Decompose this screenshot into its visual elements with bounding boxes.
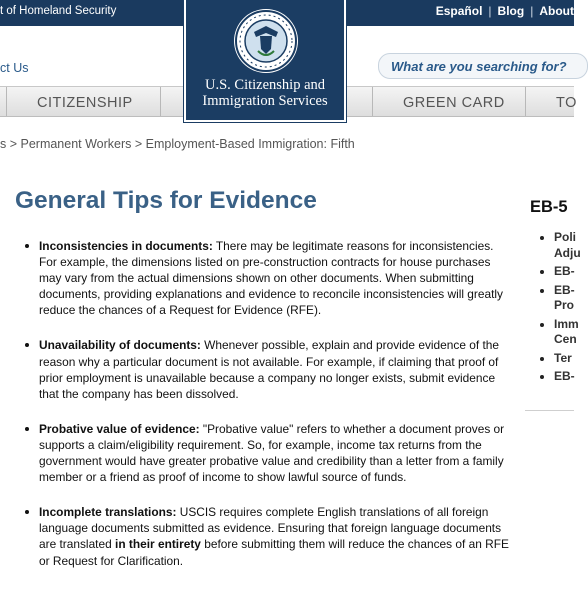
sidebar-divider [525, 410, 574, 411]
sidebar-link-line1: Ter [554, 350, 572, 365]
tip-heading: Incomplete translations: [39, 505, 177, 520]
agency-name-line1: U.S. Citizenship and [204, 77, 326, 93]
agency-name-line2: Immigration Services [202, 93, 328, 109]
sidebar-link-line2: Pro [554, 298, 575, 312]
sidebar-link-line1: Imm [554, 316, 579, 331]
department-link[interactable]: t of Homeland Security [0, 5, 117, 17]
sidebar-link-line2: Cen [554, 332, 577, 346]
sidebar-link-line1: EB- [554, 282, 575, 297]
tip-heading: Probative value of evidence: [39, 421, 200, 436]
contact-us-link[interactable]: ct Us [0, 61, 29, 75]
list-item [23, 421, 513, 485]
sidebar-link-line1: EB- [554, 369, 575, 383]
tip-body-after: before submitting them will reduce the chances of an RFE or Request for Clarification. [39, 537, 509, 568]
nav-divider [372, 87, 373, 116]
dhs-seal-icon [234, 9, 298, 73]
nav-divider [525, 87, 526, 116]
sidebar-link[interactable] [540, 264, 581, 280]
nav-divider [6, 87, 7, 116]
search-placeholder: What are you searching for? [391, 59, 567, 74]
nav-citizenship[interactable]: CITIZENSHIP [37, 95, 133, 111]
tip-heading: Unavailability of documents: [39, 338, 201, 353]
sidebar-link-line2: Adju [554, 245, 581, 260]
sidebar-link[interactable] [540, 283, 581, 314]
sidebar-link[interactable] [540, 230, 581, 261]
sidebar-link[interactable] [540, 369, 581, 385]
list-item [23, 504, 513, 568]
agency-name [186, 77, 344, 109]
sidebar-link-line1: Poli [554, 230, 577, 244]
divider: | [488, 4, 492, 18]
nav-tools[interactable]: TO [556, 95, 577, 111]
blog-link[interactable]: Blog [497, 4, 525, 18]
espanol-link[interactable]: Español [435, 4, 483, 18]
tips-list [23, 238, 513, 588]
about-link[interactable]: About [539, 4, 574, 18]
tip-body: There may be legitimate reasons for inconsistencies. For example, the dimensions listed on pre-construction contracts for house purchases may vary from the actual dimensions shown on other documents. When submitting documents, providing explanations and evidence to reconcile inconsistencies will greatly reduce the chances of a Request for Evidence (RFE). [39, 239, 503, 318]
list-item [23, 337, 513, 401]
tip-body: Whenever possible, explain and provide evidence of the reason why a particular document is not available. For example, if claiming that proof of prior employment is unavailable because a company no longer exists, submit evidence that the company has been dissolved. [39, 338, 499, 401]
sidebar-links [540, 230, 581, 388]
nav-green-card[interactable]: GREEN CARD [403, 95, 505, 111]
list-item [23, 238, 513, 318]
sidebar-title: EB-5 [530, 198, 568, 216]
divider: | [530, 4, 534, 18]
sidebar-link[interactable] [540, 351, 581, 367]
sidebar-link[interactable] [540, 317, 581, 348]
tip-body: "Probative value" refers to whether a document proves or supports a claim/eligibility requirement. So, for example, income tax returns from the government would have greater probative value and credibility than a letter from a family member or a friend as proof of income to show lawful source of funds. [39, 421, 505, 485]
sidebar-link-line1: EB- [554, 264, 575, 278]
tip-body: USCIS requires complete English translations of all foreign language documents submitted as evidence. Ensuring that foreign language documents are translated [39, 505, 502, 552]
uscis-logo[interactable] [184, 0, 346, 122]
tip-emphasis: in their entirety [115, 537, 201, 552]
tip-heading: Inconsistencies in documents: [39, 239, 213, 253]
utility-links [436, 4, 574, 18]
breadcrumb[interactable]: s > Permanent Workers > Employment-Based Immigration: Fifth [0, 137, 355, 151]
nav-divider [160, 87, 161, 116]
search-input[interactable] [378, 53, 588, 79]
page-title: General Tips for Evidence [15, 187, 317, 214]
